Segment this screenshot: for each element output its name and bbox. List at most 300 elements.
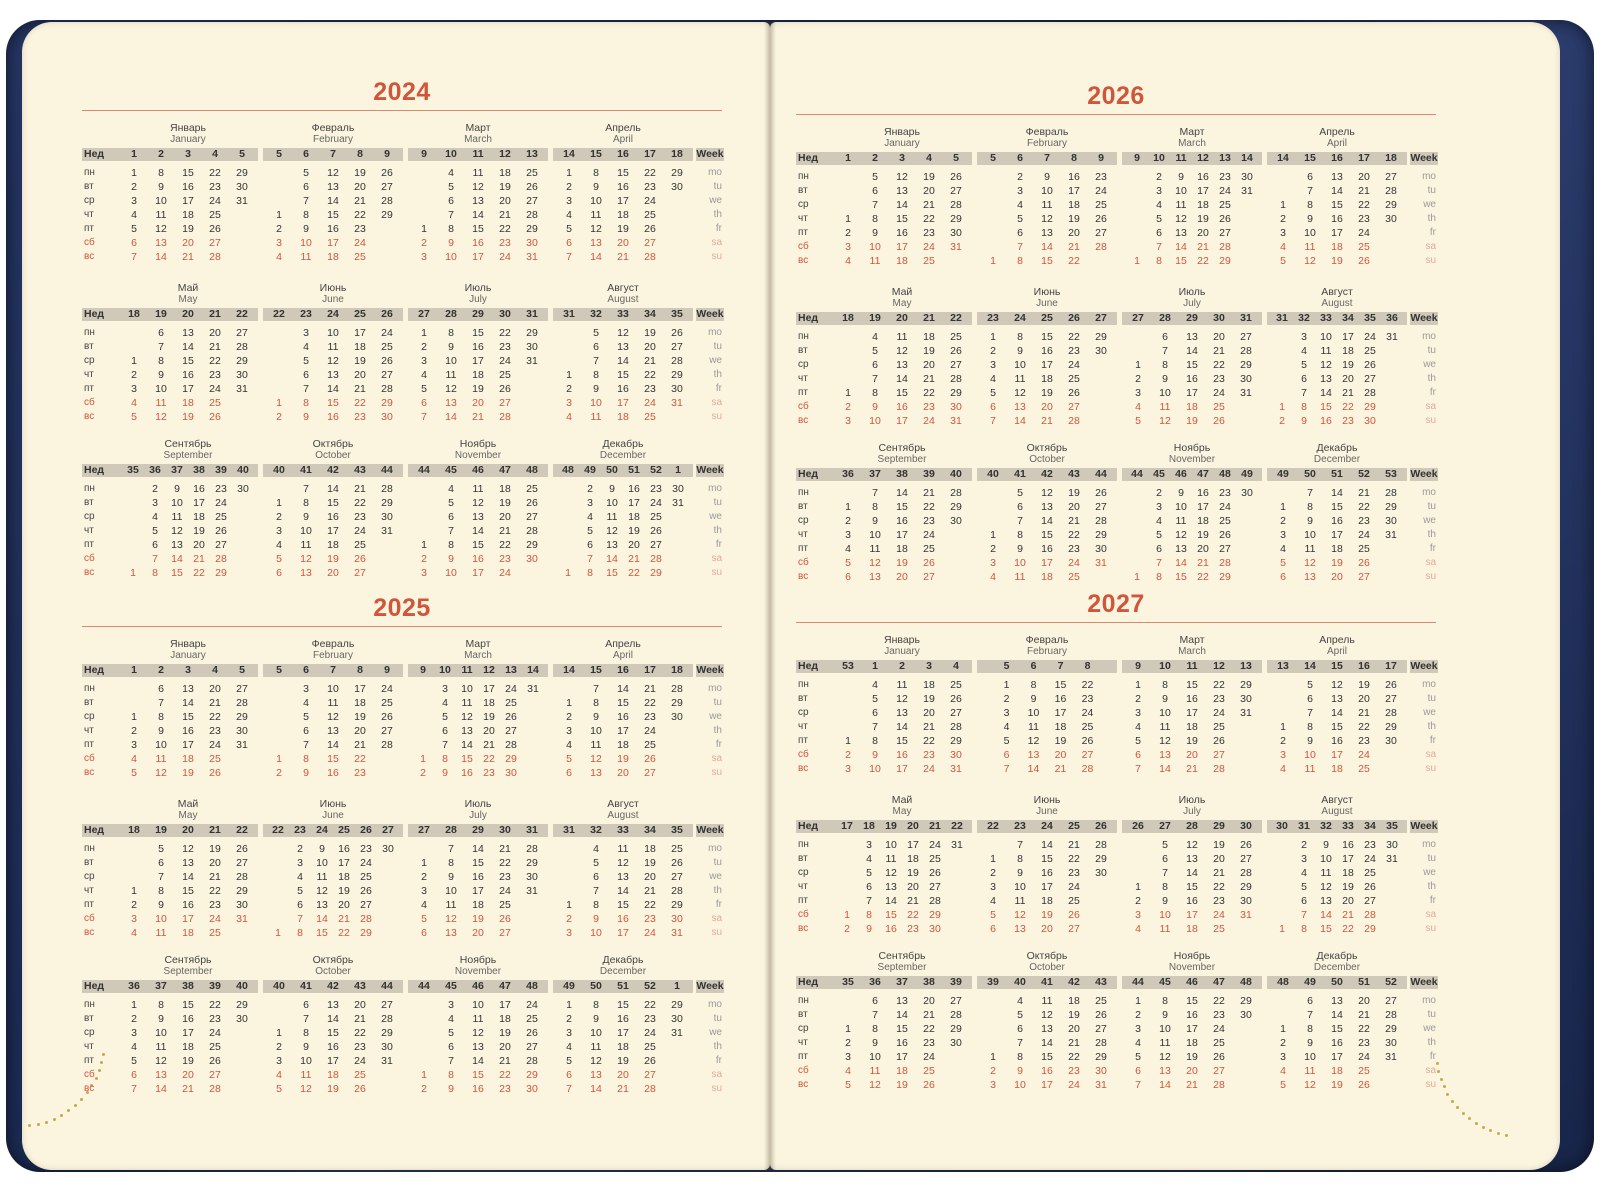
- day-cell: 15: [472, 223, 484, 235]
- day-cell: 8: [872, 735, 878, 747]
- day-cell: 8: [152, 567, 158, 579]
- day-cell: 1: [421, 327, 427, 339]
- dot: [1443, 1085, 1446, 1088]
- week-number: 8: [357, 148, 363, 160]
- week-number: 12: [1197, 152, 1209, 164]
- weekday-label-ru: вт: [798, 693, 808, 704]
- day-cell: 26: [1095, 1009, 1107, 1021]
- day-cell: 9: [1162, 373, 1168, 385]
- day-cell: 5: [1280, 557, 1286, 569]
- day-cell: 3: [303, 683, 309, 695]
- day-cell: 12: [316, 885, 328, 897]
- day-cell: 29: [1385, 721, 1397, 733]
- day-cell: 19: [327, 553, 339, 565]
- day-cell: 22: [1342, 923, 1354, 935]
- day-cell: 27: [1385, 171, 1397, 183]
- week-number: 32: [590, 308, 602, 320]
- day-cell: 23: [215, 483, 227, 495]
- weekday-label-en: tu: [713, 341, 722, 352]
- day-cell: 8: [1307, 721, 1313, 733]
- month-name-en: May: [892, 806, 912, 817]
- day-cell: 18: [1342, 345, 1354, 357]
- day-cell: 11: [1159, 401, 1171, 413]
- day-cell: 13: [1175, 543, 1187, 555]
- day-cell: 15: [472, 857, 484, 869]
- day-cell: 9: [872, 227, 878, 239]
- weekday-label-ru: пт: [84, 539, 94, 550]
- day-cell: 30: [1240, 693, 1252, 705]
- day-cell: 12: [155, 767, 167, 779]
- week-number: 28: [1186, 820, 1198, 832]
- day-cell: 19: [896, 1079, 908, 1091]
- day-cell: 21: [1041, 415, 1053, 427]
- day-cell: 16: [1186, 373, 1198, 385]
- day-cell: 22: [644, 167, 656, 179]
- day-cell: 4: [566, 1041, 572, 1053]
- day-cell: 6: [1162, 853, 1168, 865]
- weekday-label-ru: ср: [798, 867, 809, 878]
- day-cell: 14: [1159, 763, 1171, 775]
- day-cell: 28: [1385, 1009, 1397, 1021]
- day-cell: 23: [209, 1013, 221, 1025]
- day-cell: 14: [171, 553, 183, 565]
- day-cell: 1: [1280, 1023, 1286, 1035]
- day-cell: 5: [1301, 881, 1307, 893]
- day-cell: 7: [1135, 763, 1141, 775]
- day-cell: 3: [131, 383, 137, 395]
- day-cell: 25: [1095, 199, 1107, 211]
- day-cell: 11: [1320, 867, 1332, 879]
- weekday-labels-ru: [796, 794, 832, 934]
- quarter-row: [796, 286, 1436, 426]
- day-cell: 8: [1156, 571, 1162, 583]
- day-cell: 11: [155, 753, 167, 765]
- weekday-label-en: sa: [711, 553, 722, 564]
- day-cell: 24: [923, 763, 935, 775]
- day-cell: 30: [1241, 487, 1253, 499]
- day-cell: 12: [606, 525, 618, 537]
- day-cell: 5: [448, 497, 454, 509]
- day-cell: 5: [303, 167, 309, 179]
- day-cell: 3: [1301, 853, 1307, 865]
- day-cell: 17: [907, 839, 919, 851]
- month-name-en: August: [607, 294, 639, 305]
- day-cell: 2: [990, 543, 996, 555]
- day-cell: 17: [499, 999, 511, 1011]
- day-cell: 12: [885, 867, 897, 879]
- day-cell: 1: [1135, 359, 1141, 371]
- day-cell: 1: [844, 909, 850, 921]
- day-cell: 4: [421, 899, 427, 911]
- day-cell: 17: [1068, 185, 1080, 197]
- day-cell: 29: [950, 213, 962, 225]
- day-cell: 4: [1156, 515, 1162, 527]
- month-name-ru: Апрель: [605, 122, 641, 134]
- day-cell: 10: [472, 999, 484, 1011]
- month-name-en: January: [884, 646, 920, 657]
- month-11: [408, 438, 548, 578]
- day-cell: 16: [617, 913, 629, 925]
- weekday-label-en: tu: [1427, 693, 1436, 704]
- day-cell: 16: [617, 181, 629, 193]
- day-cell: 2: [276, 223, 282, 235]
- day-cell: 21: [644, 355, 656, 367]
- weekday-labels-ru: [82, 438, 118, 578]
- week-number: 23: [1014, 820, 1026, 832]
- day-cell: 13: [1186, 331, 1198, 343]
- weekday-label-en: th: [713, 1041, 722, 1052]
- day-cell: 11: [1014, 895, 1026, 907]
- day-cell: 2: [566, 1013, 572, 1025]
- day-cell: 20: [1186, 749, 1198, 761]
- day-cell: 24: [360, 857, 372, 869]
- day-cell: 23: [923, 515, 935, 527]
- day-cell: 1: [845, 501, 851, 513]
- day-cell: 6: [448, 195, 454, 207]
- month-2: [977, 634, 1117, 774]
- month-name-en: February: [1026, 646, 1067, 657]
- day-cell: 23: [923, 401, 935, 413]
- day-cell: 22: [338, 927, 350, 939]
- week-number: 22: [987, 820, 999, 832]
- day-cell: 17: [896, 241, 908, 253]
- day-cell: 31: [1241, 185, 1253, 197]
- day-cell: 29: [1095, 529, 1107, 541]
- week-number: 22: [951, 820, 963, 832]
- quarter-row: [796, 950, 1436, 1090]
- week-number: 34: [644, 824, 656, 836]
- day-cell: 26: [1358, 255, 1370, 267]
- day-cell: 3: [1301, 331, 1307, 343]
- day-cell: 6: [297, 899, 303, 911]
- day-cell: 10: [590, 725, 602, 737]
- week-number: 29: [472, 308, 484, 320]
- day-cell: 19: [1041, 909, 1053, 921]
- month-name-ru: Январь: [170, 638, 206, 650]
- day-cell: 25: [499, 369, 511, 381]
- day-cell: 7: [872, 721, 878, 733]
- weekday-label-en: mo: [1422, 679, 1436, 690]
- day-cell: 13: [182, 683, 194, 695]
- day-cell: 6: [1301, 373, 1307, 385]
- day-cell: 26: [381, 167, 393, 179]
- day-cell: 30: [950, 227, 962, 239]
- day-cell: 4: [845, 543, 851, 555]
- weekday-labels-en: [1410, 286, 1438, 426]
- day-cell: 29: [950, 1023, 962, 1035]
- day-cell: 18: [1041, 373, 1053, 385]
- week-number: 35: [127, 464, 139, 476]
- day-cell: 27: [360, 899, 372, 911]
- day-cell: 29: [1385, 1023, 1397, 1035]
- month-name-en: March: [464, 650, 492, 661]
- month-name-en: February: [1026, 138, 1067, 149]
- day-cell: 23: [1358, 735, 1370, 747]
- day-cell: 5: [1017, 487, 1023, 499]
- row-header-en: Week: [696, 308, 724, 320]
- day-cell: 7: [303, 195, 309, 207]
- day-cell: 24: [381, 683, 393, 695]
- day-cell: 9: [872, 1037, 878, 1049]
- day-cell: 9: [866, 923, 872, 935]
- weekday-label-en: sa: [711, 1069, 722, 1080]
- day-cell: 26: [209, 1055, 221, 1067]
- day-cell: 20: [499, 195, 511, 207]
- day-cell: 14: [1331, 707, 1343, 719]
- month-9: [118, 438, 258, 578]
- day-cell: 3: [990, 359, 996, 371]
- day-cell: 3: [421, 251, 427, 263]
- week-number: 41: [300, 464, 312, 476]
- day-cell: 11: [1304, 241, 1316, 253]
- day-cell: 11: [445, 899, 457, 911]
- day-cell: 20: [628, 539, 640, 551]
- weekday-label-en: mo: [1422, 995, 1436, 1006]
- day-cell: 20: [209, 683, 221, 695]
- month-name-en: July: [1183, 298, 1201, 309]
- day-cell: 12: [472, 181, 484, 193]
- day-cell: 4: [152, 511, 158, 523]
- day-cell: 14: [445, 411, 457, 423]
- day-cell: 9: [1307, 515, 1313, 527]
- week-number: 26: [360, 824, 372, 836]
- day-cell: 23: [644, 181, 656, 193]
- week-number: 9: [384, 148, 390, 160]
- day-cell: 25: [950, 331, 962, 343]
- day-cell: 14: [590, 1083, 602, 1095]
- quarter-row: [82, 282, 722, 422]
- day-cell: 24: [526, 999, 538, 1011]
- day-cell: 30: [672, 483, 684, 495]
- weekday-label-ru: чт: [798, 721, 808, 732]
- day-cell: 28: [215, 553, 227, 565]
- weekday-label-en: we: [1423, 707, 1436, 718]
- day-cell: 4: [1135, 1037, 1141, 1049]
- week-number: 45: [1159, 976, 1171, 988]
- day-cell: 7: [872, 1009, 878, 1021]
- month-1: [832, 126, 972, 266]
- day-cell: 31: [526, 251, 538, 263]
- day-cell: 13: [1014, 401, 1026, 413]
- day-cell: 20: [1041, 923, 1053, 935]
- row-header-en: Week: [1410, 152, 1438, 164]
- weekday-label-en: su: [711, 767, 722, 778]
- day-cell: 13: [327, 725, 339, 737]
- day-cell: 13: [1175, 227, 1187, 239]
- day-cell: 6: [1156, 543, 1162, 555]
- day-cell: 8: [303, 497, 309, 509]
- day-cell: 3: [845, 241, 851, 253]
- day-cell: 29: [671, 369, 683, 381]
- dot: [67, 1109, 70, 1112]
- day-cell: 1: [1134, 571, 1140, 583]
- day-cell: 31: [1385, 1051, 1397, 1063]
- day-cell: 30: [236, 1013, 248, 1025]
- day-cell: 12: [327, 355, 339, 367]
- day-cell: 18: [182, 927, 194, 939]
- week-number: 20: [907, 820, 919, 832]
- day-cell: 2: [131, 725, 137, 737]
- day-cell: 1: [421, 1069, 427, 1081]
- day-cell: 14: [617, 355, 629, 367]
- day-cell: 2: [1279, 415, 1285, 427]
- day-cell: 3: [131, 913, 137, 925]
- day-cell: 4: [1135, 721, 1141, 733]
- week-number: 4: [212, 664, 218, 676]
- day-cell: 27: [923, 571, 935, 583]
- day-cell: 12: [1304, 1079, 1316, 1091]
- day-cell: 7: [448, 209, 454, 221]
- week-number: 3: [185, 664, 191, 676]
- day-cell: 22: [354, 1027, 366, 1039]
- week-number: 8: [357, 664, 363, 676]
- day-cell: 11: [1320, 345, 1332, 357]
- day-cell: 3: [1280, 227, 1286, 239]
- day-cell: 10: [590, 397, 602, 409]
- day-cell: 27: [929, 881, 941, 893]
- day-cell: 11: [300, 251, 312, 263]
- day-cell: 22: [1213, 995, 1225, 1007]
- day-cell: 26: [215, 525, 227, 537]
- week-number: 14: [563, 664, 575, 676]
- day-cell: 28: [671, 885, 683, 897]
- day-cell: 15: [1186, 679, 1198, 691]
- week-number: 43: [354, 464, 366, 476]
- weekday-label-en: we: [1423, 359, 1436, 370]
- day-cell: 30: [236, 725, 248, 737]
- day-cell: 10: [155, 383, 167, 395]
- day-cell: 27: [950, 995, 962, 1007]
- day-cell: 14: [472, 1055, 484, 1067]
- day-cell: 11: [1041, 199, 1053, 211]
- day-cell: 20: [209, 327, 221, 339]
- day-cell: 9: [1301, 415, 1307, 427]
- day-cell: 6: [866, 881, 872, 893]
- day-cell: 28: [644, 1083, 656, 1095]
- day-cell: 20: [1054, 749, 1067, 761]
- month-7: [408, 798, 548, 938]
- day-cell: 7: [1017, 839, 1023, 851]
- day-cell: 2: [421, 1083, 427, 1095]
- day-cell: 30: [950, 401, 962, 413]
- day-cell: 21: [483, 739, 495, 751]
- day-cell: 15: [617, 899, 629, 911]
- week-number: 2: [899, 660, 905, 672]
- day-cell: 2: [276, 767, 282, 779]
- day-cell: 18: [1054, 721, 1067, 733]
- day-cell: 13: [327, 181, 339, 193]
- day-cell: 27: [505, 725, 517, 737]
- week-number: 14: [1277, 152, 1289, 164]
- day-cell: 14: [1331, 487, 1343, 499]
- week-number: 9: [420, 664, 426, 676]
- day-cell: 11: [472, 483, 484, 495]
- week-number: 21: [209, 824, 221, 836]
- week-number: 25: [354, 308, 366, 320]
- week-number: 29: [1213, 820, 1225, 832]
- day-cell: 5: [448, 1027, 454, 1039]
- month-name-en: October: [315, 450, 351, 461]
- day-cell: 24: [1213, 387, 1225, 399]
- day-cell: 25: [526, 1013, 538, 1025]
- day-cell: 14: [182, 697, 194, 709]
- week-number: 22: [236, 824, 248, 836]
- day-cell: 21: [182, 251, 194, 263]
- weekday-label-ru: пт: [84, 223, 94, 234]
- week-number: 46: [472, 464, 484, 476]
- month-name-ru: Февраль: [1025, 126, 1069, 138]
- day-cell: 21: [1197, 241, 1209, 253]
- day-cell: 30: [1095, 543, 1107, 555]
- day-cell: 18: [182, 1041, 194, 1053]
- day-cell: 30: [526, 341, 538, 353]
- day-cell: 27: [644, 767, 656, 779]
- day-cell: 28: [526, 843, 538, 855]
- day-cell: 13: [445, 927, 457, 939]
- day-cell: 18: [1197, 199, 1209, 211]
- month-4: [1267, 634, 1407, 774]
- day-cell: 14: [1320, 387, 1332, 399]
- day-cell: 14: [1041, 241, 1053, 253]
- day-cell: 12: [327, 167, 339, 179]
- day-cell: 15: [896, 501, 908, 513]
- day-cell: 31: [671, 927, 683, 939]
- year-title: 2026: [1087, 82, 1145, 110]
- day-cell: 13: [300, 567, 312, 579]
- day-cell: 8: [1017, 1051, 1023, 1063]
- day-cell: 1: [421, 223, 427, 235]
- day-cell: 23: [1358, 213, 1370, 225]
- month-4: [553, 122, 693, 262]
- day-cell: 17: [1342, 331, 1354, 343]
- day-cell: 4: [1003, 721, 1010, 733]
- month-name-en: March: [1178, 138, 1206, 149]
- day-cell: 21: [923, 373, 935, 385]
- day-cell: 22: [1213, 359, 1225, 371]
- week-number: 13: [505, 664, 517, 676]
- day-cell: 7: [593, 885, 599, 897]
- day-cell: 8: [1156, 255, 1162, 267]
- weekday-label-en: sa: [1425, 401, 1436, 412]
- day-cell: 2: [1280, 735, 1286, 747]
- month-6: [263, 282, 403, 422]
- day-cell: 14: [617, 885, 629, 897]
- month-name-ru: Июнь: [319, 798, 347, 810]
- day-cell: 12: [155, 223, 167, 235]
- day-cell: 28: [1385, 707, 1397, 719]
- week-number: 26: [1132, 820, 1144, 832]
- day-cell: 22: [644, 999, 656, 1011]
- month-name-ru: Март: [1179, 634, 1205, 646]
- day-cell: 16: [1186, 895, 1198, 907]
- day-cell: 12: [590, 1055, 602, 1067]
- day-cell: 4: [276, 1069, 282, 1081]
- day-cell: 29: [1240, 881, 1252, 893]
- day-cell: 13: [1331, 995, 1343, 1007]
- weekday-label-ru: ср: [798, 707, 809, 718]
- weekday-label-ru: пн: [798, 995, 809, 1006]
- day-cell: 25: [1364, 345, 1376, 357]
- week-number: 33: [1342, 820, 1354, 832]
- day-cell: 18: [193, 511, 205, 523]
- day-cell: 25: [1358, 763, 1370, 775]
- day-cell: 30: [1240, 1009, 1252, 1021]
- day-cell: 16: [472, 237, 484, 249]
- week-number: 35: [671, 824, 683, 836]
- day-cell: 5: [1162, 839, 1168, 851]
- day-cell: 14: [472, 209, 484, 221]
- day-cell: 10: [869, 415, 881, 427]
